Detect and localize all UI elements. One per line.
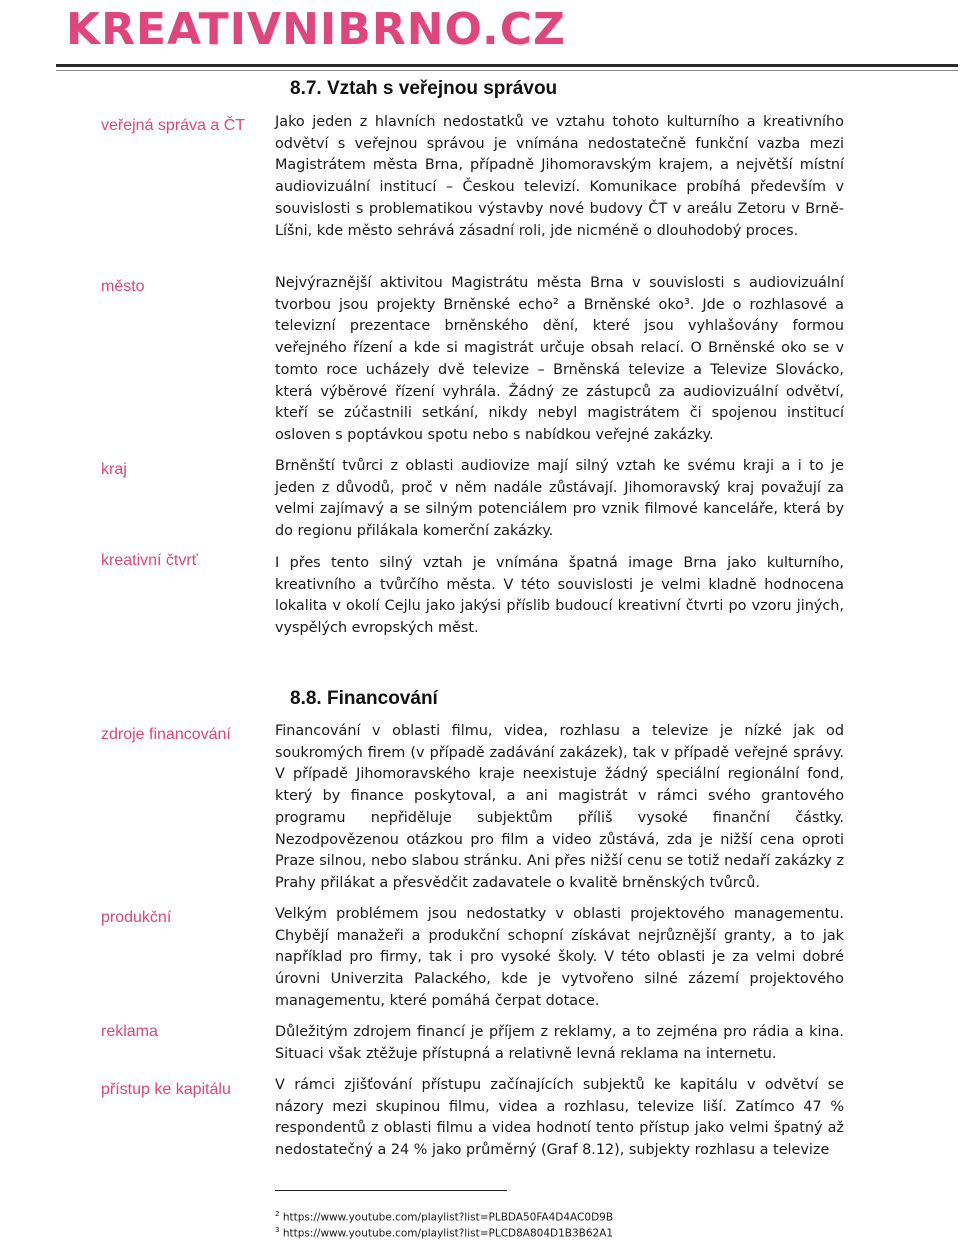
header-divider-thin bbox=[56, 70, 958, 71]
footnote-mark: 2 bbox=[275, 1210, 280, 1218]
paragraph-advertising: Důležitým zdrojem financí je příjem z reklamy, a to zejména pro rádia a kina. Situaci však ztěžuje přístupná a relativně levná reklama na internetu. bbox=[275, 1024, 844, 1062]
side-label-production: produkční bbox=[101, 909, 172, 926]
footnote-3 bbox=[275, 1226, 613, 1240]
side-label-public-administration: veřejná správa a ČT bbox=[101, 117, 246, 134]
paragraph-production: Velkým problémem jsou nedostatky v oblasti projektového managementu. Chybějí manažeři a produkční schopní získávat nejrůznější granty, a to jak například pro firmy, tak i pro vysoké školy. V této oblasti je za velmi dobré úrovni Univerzita Palackého, kde je vytvořeno silné zázemí projektového managementu, které pomáhá čerpat dotace. bbox=[275, 906, 844, 1009]
paragraph-public-administration: Jako jeden z hlavních nedostatků ve vztahu tohoto kulturního a kreativního odvětví s veřejnou správou je vnímána nedostatečně funkční vazba mezi Magistrátem města Brna, případně Jihomoravským krajem, a největší místní audiovizuální institucí – Českou televizí. Komunikace probíhá především v souvislosti s problematikou výstavby nové budovy ČT v areálu Zetoru v Brně-Líšni, kde město sehrává zásadní roli, jde nicméně o dlouhodobý proces. bbox=[275, 114, 844, 239]
side-label-city: město bbox=[101, 278, 145, 295]
footnote-2 bbox=[275, 1210, 613, 1224]
paragraph-capital-access: V rámci zjišťování přístupu začínajících subjektů ke kapitálu v odvětví se názory mezi skupinou filmu, videa a rozhlasu, televize liší. Zatímco 47 % respondentů z oblasti filmu a videa hodnotí tento přístup jako velmi špatný až nedostatečný a 24 % jako průměrný (Graf 8.12), subjekty rozhlasu a televize bbox=[275, 1077, 844, 1159]
paragraph-city: Nejvýraznější aktivitou Magistrátu města Brna v souvislosti s audiovizuální tvorbou jsou projekty Brněnské echo² a Brněnské oko³. Jde o rozhlasové a televizní prezentace brněnského dění, které jsou vyhlašovány formou veřejného řízení a kde si magistrát určuje obsah relací. O Brněnské oko se v tomto roce ucházely dvě televize – Brněnská televize a Televize Slovácko, která výběrové řízení vyhrála. Žádný ze zástupců za audiovizuální odvětví, kteří se zúčastnili setkání, nikdy nebyl magistrátem či spojenou institucí osloven s poptávkou spotu nebo s nabídkou veřejné zakázky. bbox=[275, 275, 844, 443]
side-label-region: kraj bbox=[101, 461, 127, 478]
side-label-funding-sources: zdroje financování bbox=[101, 726, 231, 743]
site-logo: KREATIVNIBRNO.CZ bbox=[66, 4, 566, 55]
paragraph-creative-quarter: I přes tento silný vztah je vnímána špatná image Brna jako kulturního, kreativního a tvůrčího města. V této souvislosti je velmi kladně hodnocena lokalita v okolí Cejlu jako jakýsi příslib budoucí kreativní čtvrti po vzoru jiných, vyspělých evropských měst. bbox=[275, 555, 844, 637]
side-label-advertising: reklama bbox=[101, 1023, 158, 1040]
footnote-link[interactable]: https://www.youtube.com/playlist?list=PLCD8A804D1B3B62A1 bbox=[282, 1227, 614, 1240]
footnote-mark: 3 bbox=[275, 1226, 280, 1234]
footnote-divider bbox=[275, 1190, 507, 1191]
side-label-capital-access: přístup ke kapitálu bbox=[101, 1081, 231, 1098]
section-heading-8-7: 8.7. Vztah s veřejnou správou bbox=[290, 78, 558, 99]
header-divider bbox=[56, 64, 958, 67]
footnote-link[interactable]: https://www.youtube.com/playlist?list=PLBDA50FA4D4AC0D9B bbox=[282, 1211, 614, 1224]
paragraph-region: Brněnští tvůrci z oblasti audiovize mají silný vztah ke svému kraji a i to je jeden z důvodů, proč v něm nadále zůstávají. Jihomoravský kraj považují za velmi zajímavý a se silným potenciálem pro vznik filmové kanceláře, která by do regionu přilákala komerční zakázky. bbox=[275, 458, 844, 540]
section-heading-8-8: 8.8. Financování bbox=[290, 688, 438, 709]
side-label-creative-quarter: kreativní čtvrť bbox=[101, 552, 198, 569]
paragraph-funding-sources: Financování v oblasti filmu, videa, rozhlasu a televize je nízké jak od soukromých firem (v případě zadávání zakázek), tak v případě veřejné správy. V případě Jihomoravského kraje neexistuje žádný speciální regionální fond, který by finance poskytoval, a ani magistrát v rámci svého grantového programu nepřiděluje subjektům příliš vysoké finanční částky. Nezodpovězenou otázkou pro film a video zůstává, zda je nižší cena oproti Praze silnou, nebo slabou stránku. Ani přes nižší cenu se totiž nedaří zakázky z Prahy přilákat a přesvědčit zadavatele o kvalitě brněnských tvůrců. bbox=[275, 723, 844, 891]
